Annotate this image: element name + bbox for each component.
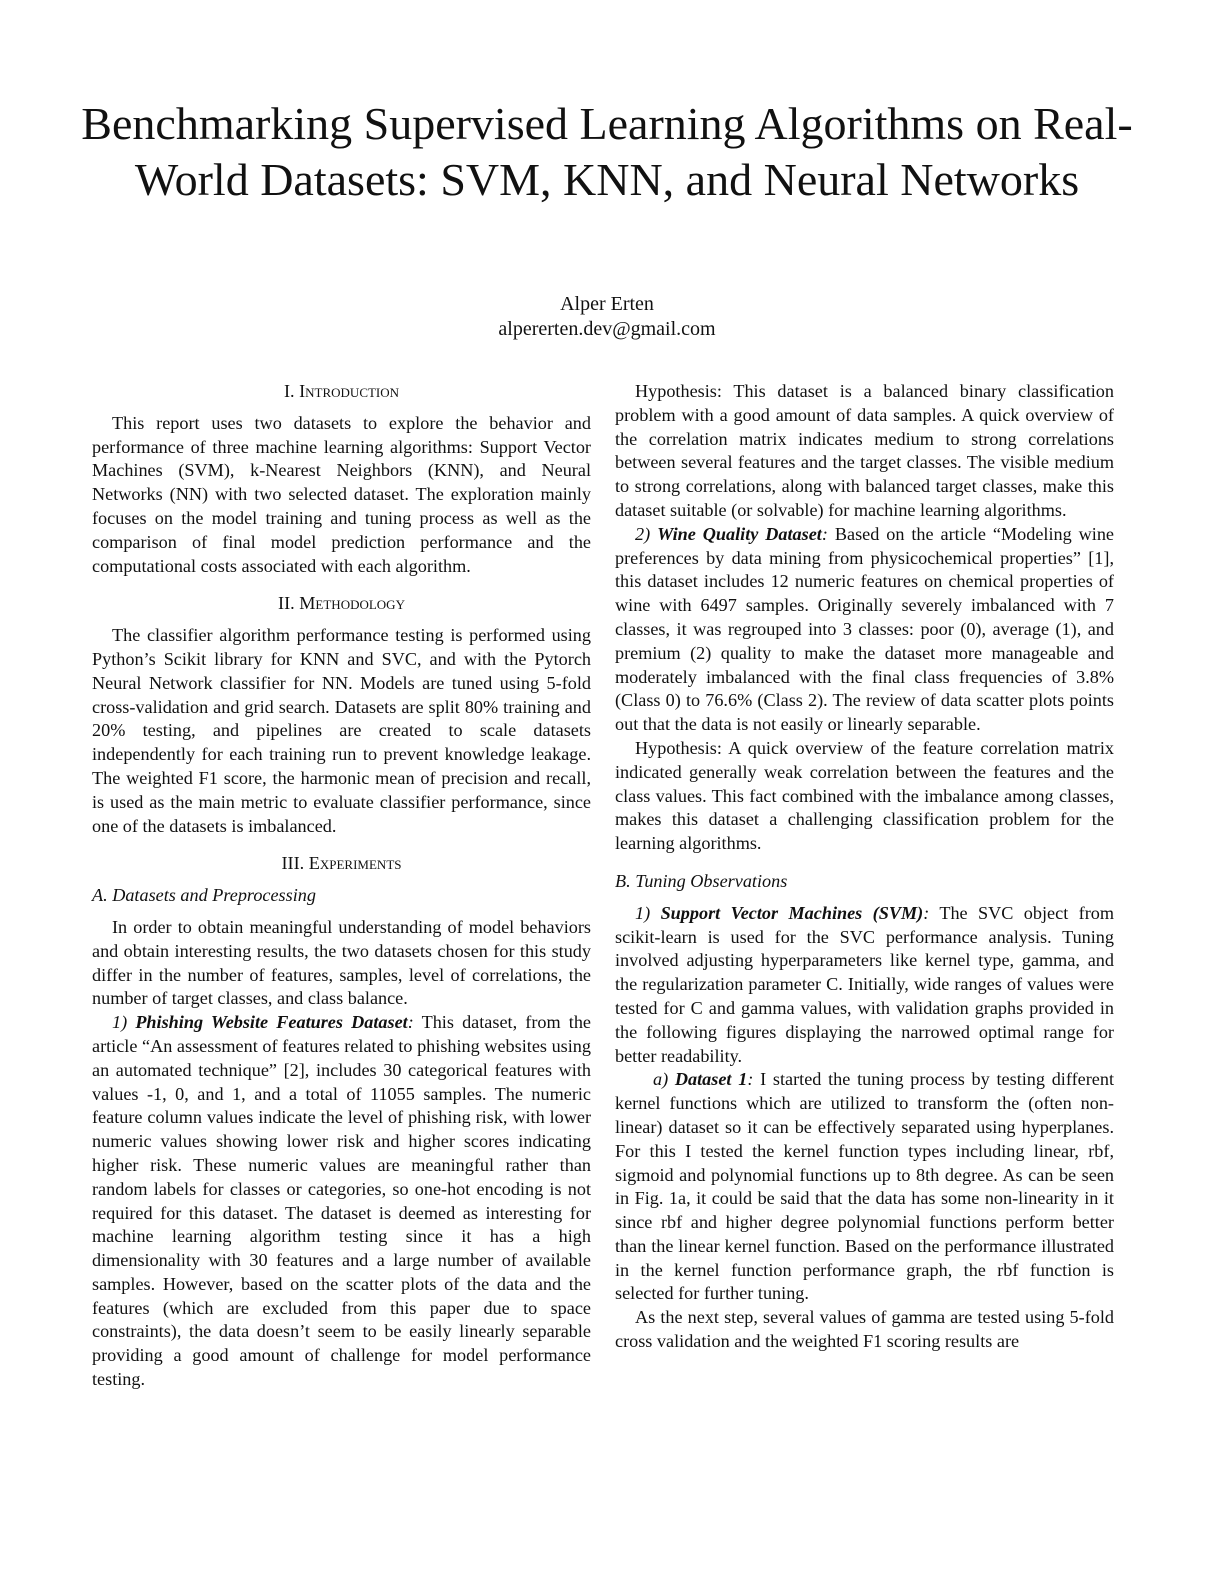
right-column — [615, 380, 1114, 1354]
section-heading-methodology: II. Methodology — [278, 593, 405, 614]
dataset1-hypothesis: Hypothesis: This dataset is a balanced binary classification problem with a good amount of data samples. A quick overview of the correlation matrix indicates medium to strong correlations between several features and the target classes. The visible medium to strong correlations, along with balanced target classes, make this dataset suitable (or solvable) for machine learning algorithms. — [615, 381, 1114, 520]
author-email: alpererten.dev@gmail.com — [498, 318, 716, 340]
dataset2-hypothesis: Hypothesis: A quick overview of the feature correlation matrix indicated generally weak correlation between the features and the class values. This fact combined with the imbalance among classes, makes this dataset a challenging classification problem for the learning algorithms. — [615, 737, 1114, 854]
section-heading-experiments: III. Experiments — [281, 853, 402, 874]
subsection-heading-tuning: B. Tuning Observations — [615, 870, 788, 891]
methodology-paragraph: The classifier algorithm performance testing is performed using Python’s Scikit library for KNN and SVC, and with the Pytorch Neural Network classifier for NN. Models are tuned using 5-fold cross-validation and grid search. Datasets are split 80% training and 20% testing, and pipelines are created to scale datasets independently for each training run to prevent knowledge leakage. The weighted F1 score, the harmonic mean of precision and recall, is used as the main metric to evaluate classifier performance, since one of the datasets is imbalanced. — [92, 625, 591, 836]
svm-dataset1-paragraph: a) Dataset 1: I started the tuning process by testing different kernel functions which are utilized to transform the (often non-linear) dataset so it can be effectively separated using hyperplanes. For this I tested the kernel function types including linear, rbf, sigmoid and polynomial functions up to 8th degree. As can be seen in Fig. 1a, it could be said that the data has some non-linearity in it since rbf and higher degree polynomial functions perform better than the linear kernel function. Based on the performance illustrated in the kernel function performance graph, the rbf function is selected for further tuning. — [615, 1069, 1114, 1304]
section-heading-introduction: I. Introduction — [283, 381, 400, 401]
svm-paragraph: 1) Support Vector Machines (SVM): The SVC object from scikit-learn is used for the SVC performance analysis. Tuning involved adjusting hyperparameters like kernel type, gamma, and the regularization parameter C. Initially, wide ranges of values were tested for C and gamma values, with validation graphs provided in the following figures displaying the narrowed optimal range for better readability. — [615, 902, 1114, 1066]
datasets-intro-paragraph: In order to obtain meaningful understanding of model behaviors and obtain interesting results, the two datasets chosen for this study differ in the number of features, samples, level of correlations, the number of target classes, and class balance. — [92, 916, 591, 1009]
dataset2-paragraph: 2) Wine Quality Dataset: Based on the article “Modeling wine preferences by data mining from physicochemical properties” [1], this dataset includes 12 numeric features on chemical properties of wine with 6497 samples. Originally severely imbalanced with 7 classes, it was regrouped into 3 classes: poor (0), average (1), and premium (2) quality to make the dataset more manageable and moderately imbalanced with the final class frequencies of 3.8% (Class 0) to 76.6% (Class 2). The review of data scatter plots points out that the data is not easily or linearly separable. — [615, 523, 1114, 735]
dataset1-paragraph: 1) Phishing Website Features Dataset: This dataset, from the article “An assessment of features related to phishing websites using an automated technique” [2], includes 30 categorical features with values -1, 0, and 1, and a total of 11055 samples. The numeric feature column values indicate the level of phishing risk, with lower numeric values showing lower risk and higher scores indicating higher risk. These numeric values are meaningful rather than random labels for classes or categories, so one-hot encoding is not required for this dataset. The dataset is deemed as interesting for machine learning algorithm testing since it has a high dimensionality with 30 features and a large number of available samples. However, based on the scatter plots of the data and the features (which are excluded from this paper due to space constraints), the data doesn’t seem to be easily linearly separable providing a good amount of challenge for model performance testing. — [92, 1012, 592, 1390]
paper-title: Benchmarking Supervised Learning Algorithms on Real-World Datasets: SVM, KNN, and Neural Networks — [81, 98, 1133, 205]
intro-paragraph: This report uses two datasets to explore the behavior and performance of three machine learning algorithms: Support Vector Machines (SVM), k-Nearest Neighbors (KNN), and Neural Networks (NN) with two selected dataset. The exploration mainly focuses on the model training and tuning process as well as the comparison of final model prediction performance and the computational costs associated with each algorithm. — [92, 412, 591, 576]
gamma-paragraph: As the next step, several values of gamma are tested using 5-fold cross validation and the weighted F1 scoring results are — [615, 1307, 1114, 1352]
left-column — [92, 380, 591, 1392]
subsection-heading-datasets: A. Datasets and Preprocessing — [92, 885, 316, 906]
author-name: Alper Erten — [560, 293, 654, 315]
